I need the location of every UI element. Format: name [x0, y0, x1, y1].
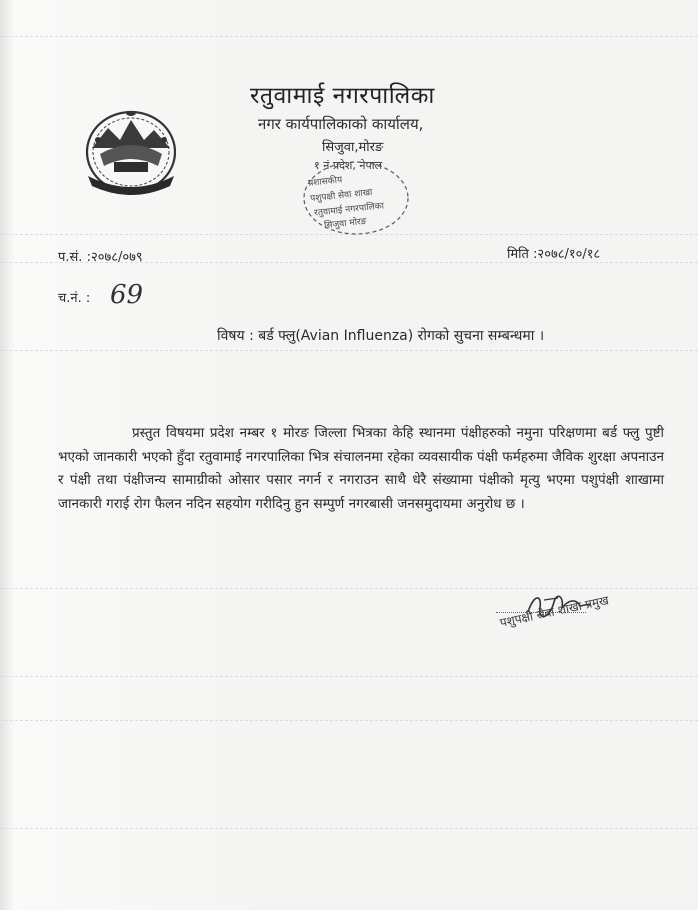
reference-number: प.सं. :२०७८/०७९: [58, 250, 143, 265]
paper-edge-shadow: [0, 0, 14, 910]
paper-rule: [0, 36, 698, 37]
office-name: नगर कार्यपालिकाको कार्यालय,: [258, 115, 424, 133]
stamp-line: पशुपक्षी सेवा शाखा: [309, 187, 373, 205]
dispatch-number: 69: [110, 280, 144, 310]
stamp-line: प्रशासकीय: [307, 175, 343, 189]
nepal-emblem-icon: [78, 106, 184, 202]
paper-rule: [0, 350, 698, 351]
letter-date: मिति :२०७८/१०/१८: [507, 247, 601, 262]
letter-body: प्रस्तुत विषयमा प्रदेश नम्बर १ मोरङ जिल्ला भित्रका केहि स्थानमा पंक्षीहरुको नमुना परिक्षणमा बर्ड फ्लु पुष्टी भएको जानकारी भएको हुँदा रतुवामाई नगरपालिका भित्र संचालनमा रहेका व्यवसायीक पंक्षी फर्महरुमा जैविक शुरक्षा अपनाउन र पंक्षी तथा पंक्षीजन्य सामाग्रीको ओसार पसार नगर्न र नगराउन साथै धेरै संख्यामा पंक्षीको मृत्यु भएमा पशुपंक्षी शाखामा जानकारी गराई रोग फैलन नदिन सहयोग गरीदिनु हुन सम्पुर्ण नगरबासी जनसमुदायमा अनुरोध छ ।: [58, 425, 664, 512]
office-stamp: [296, 158, 416, 240]
paper-rule: [0, 720, 698, 721]
office-province: १ नं प्रदेश, नेपाल: [314, 159, 383, 172]
office-address: सिजुवा,मोरङ: [322, 140, 384, 155]
paper-rule: [0, 828, 698, 829]
paper-rule: [0, 676, 698, 677]
signatory-title: पशुपक्षी सेवा शाखा प्रमुख: [498, 593, 610, 630]
dispatch-label: च.नं. :: [58, 291, 91, 306]
municipality-title: रतुवामाई नगरपालिका: [250, 83, 435, 109]
stamp-line: रतुवामाई नगरपालिका: [313, 201, 385, 219]
stamp-line: सिजुवा मोरङ: [323, 216, 367, 232]
letter-subject: विषय : बर्ड फ्लु(Avian Influenza) रोगको सुचना सम्बन्धमा ।: [217, 328, 545, 344]
